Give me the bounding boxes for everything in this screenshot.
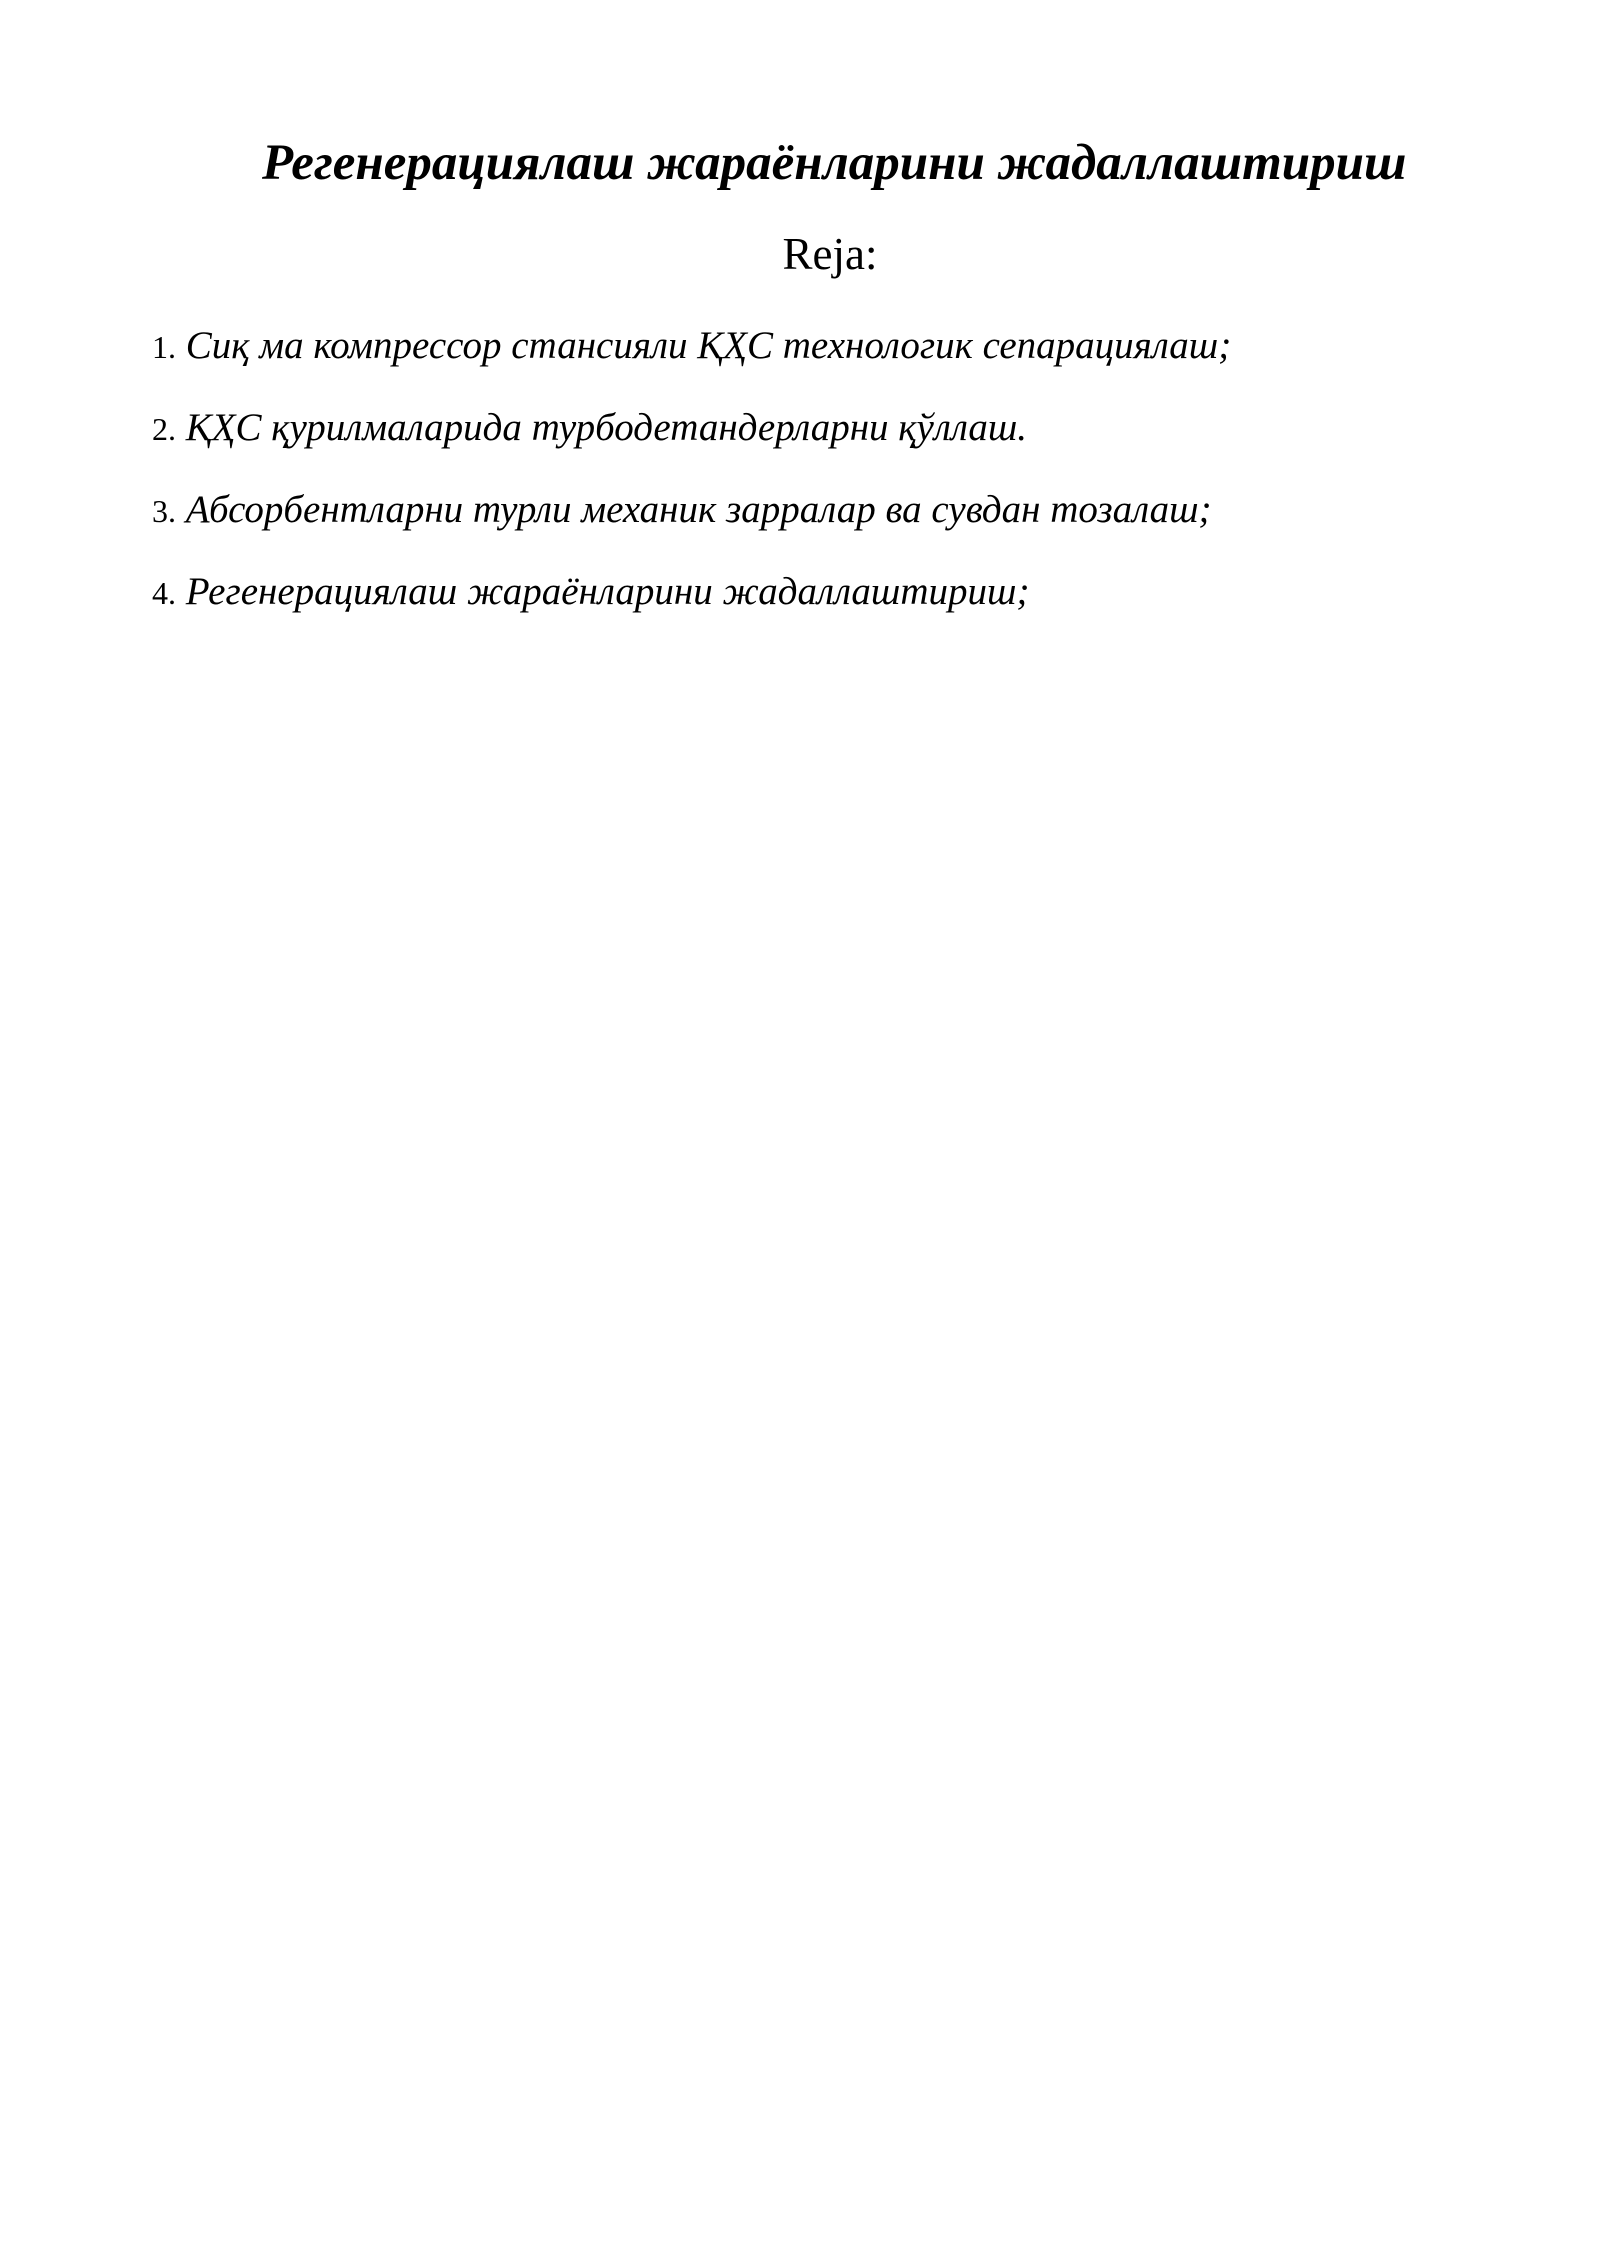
plan-item-text: ҚҲС қурилмаларида турбодетандерларни қўллаш.	[185, 406, 1028, 449]
plan-item-number: 3.	[152, 493, 176, 529]
plan-item-number: 4.	[152, 575, 176, 611]
plan-item-2	[152, 400, 1231, 482]
plan-list	[152, 318, 1231, 646]
plan-item-3	[152, 482, 1231, 564]
plan-item-text: Сиқ ма компрессор стансияли ҚҲС технологик сепарациялаш;	[185, 324, 1232, 367]
plan-item-4	[152, 564, 1231, 646]
plan-heading: Reja:	[782, 229, 878, 279]
document-title: Регенерациялаш жараёнларини жадаллаштириш	[262, 135, 1407, 191]
plan-item-text: Абсорбентларни турли механик зарралар ва сувдан тозалаш;	[185, 488, 1212, 531]
plan-item-number: 2.	[152, 411, 176, 447]
plan-item-number: 1.	[152, 329, 176, 365]
plan-item-1	[152, 318, 1231, 400]
plan-item-text: Регенерациялаш жараёнларини жадаллаштириш;	[185, 570, 1030, 613]
